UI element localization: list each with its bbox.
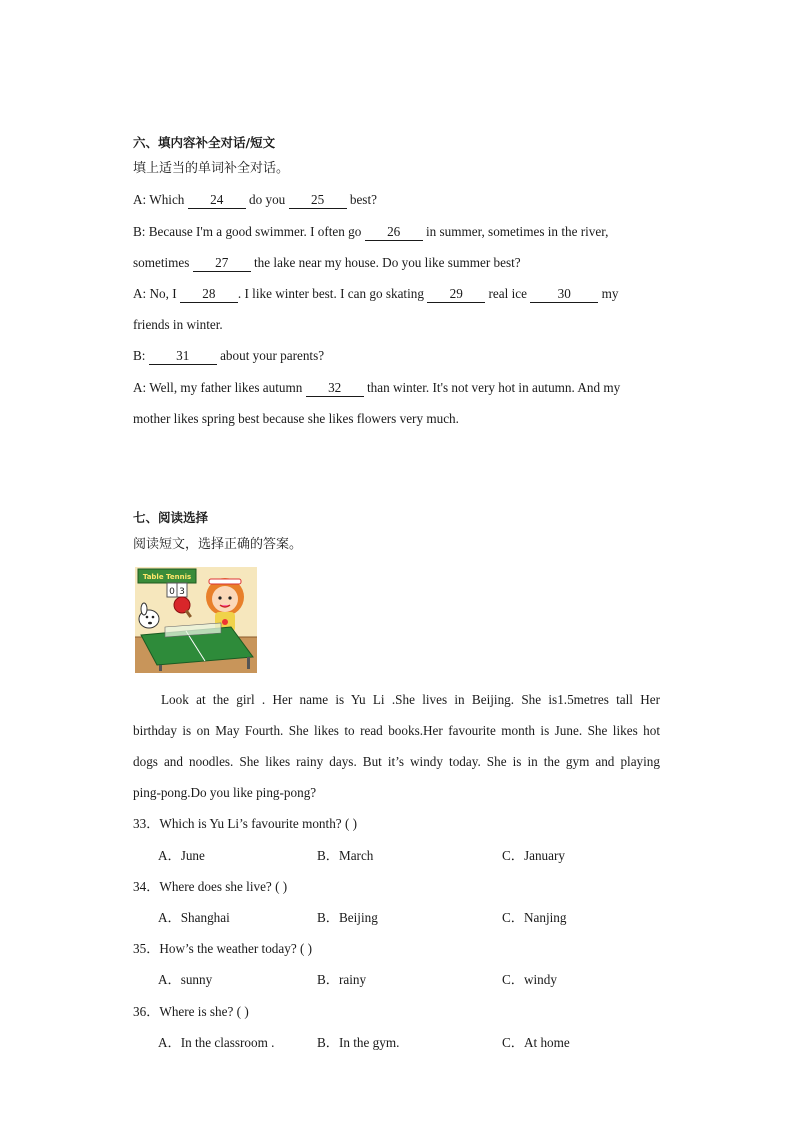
dialogue-line-6: B: 31 about your parents? xyxy=(133,348,325,363)
question-35: 35．How’s the weather today? ( ) xyxy=(133,941,313,956)
question-33: 33．Which is Yu Li’s favourite month? ( ) xyxy=(133,816,358,831)
blank-28[interactable]: 28 xyxy=(180,286,238,303)
option-35-c[interactable]: C．windy xyxy=(502,972,557,987)
option-35-b[interactable]: B．rainy xyxy=(317,972,367,987)
option-33-a[interactable]: A．June xyxy=(158,848,205,863)
dialogue-line-5: friends in winter. xyxy=(133,317,223,332)
passage-line-4: ping-pong.Do you like ping-pong? xyxy=(133,785,317,800)
option-35-a[interactable]: A．sunny xyxy=(158,972,213,987)
dialogue-line-1: A: Which 24 do you 25 best? xyxy=(133,192,377,207)
blank-31[interactable]: 31 xyxy=(149,348,217,365)
dialogue-line-2: B: Because I'm a good swimmer. I often go 26 in summer, sometimes in the river, xyxy=(133,224,609,239)
option-34-b[interactable]: B．Beijing xyxy=(317,910,378,925)
section-7-instruction: 阅读短文，选择正确的答案。 xyxy=(133,537,303,552)
blank-24[interactable]: 24 xyxy=(188,192,246,209)
passage-line-2: birthday is on May Fourth. She likes to read books.Her favourite month is June. She likes hot xyxy=(133,723,660,738)
question-36: 36．Where is she? ( ) xyxy=(133,1004,249,1019)
option-34-a[interactable]: A．Shanghai xyxy=(158,910,230,925)
passage-line-3: dogs and noodles. She likes rainy days. But it’s windy today. She is in the gym and playing xyxy=(133,754,660,769)
blank-27[interactable]: 27 xyxy=(193,255,251,272)
sign-text: Table Tennis xyxy=(142,573,192,581)
girl-playing-ping-pong-illustration xyxy=(135,567,257,673)
dialogue-line-4: A: No, I 28 . I like winter best. I can go skating 29 real ice 30 my xyxy=(133,286,619,301)
option-33-c[interactable]: C．January xyxy=(502,848,565,863)
section-7-heading: 七、阅读选择 xyxy=(133,510,209,525)
option-36-c[interactable]: C．At home xyxy=(502,1035,570,1050)
blank-26[interactable]: 26 xyxy=(365,224,423,241)
score-right: 3 xyxy=(179,587,185,597)
blank-32[interactable]: 32 xyxy=(306,380,364,397)
section-6-instruction: 填上适当的单词补全对话。 xyxy=(133,161,290,176)
question-34: 34．Where does she live? ( ) xyxy=(133,879,288,894)
dialogue-line-7: A: Well, my father likes autumn 32 than winter. It's not very hot in autumn. And my xyxy=(133,380,621,395)
blank-29[interactable]: 29 xyxy=(427,286,485,303)
option-36-a[interactable]: A．In the classroom . xyxy=(158,1035,275,1050)
option-34-c[interactable]: C．Nanjing xyxy=(502,910,567,925)
option-33-b[interactable]: B．March xyxy=(317,848,374,863)
blank-25[interactable]: 25 xyxy=(289,192,347,209)
section-6-heading: 六、填内容补全对话/短文 xyxy=(133,135,276,150)
blank-30[interactable]: 30 xyxy=(530,286,598,303)
score-left: 0 xyxy=(169,587,175,597)
option-36-b[interactable]: B．In the gym. xyxy=(317,1035,400,1050)
passage-line-1: Look at the girl . Her name is Yu Li .She lives in Beijing. She is1.5metres tall Her xyxy=(161,692,660,707)
dialogue-line-3: sometimes 27 the lake near my house. Do you like summer best? xyxy=(133,255,521,270)
dialogue-line-8: mother likes spring best because she likes flowers very much. xyxy=(133,411,459,426)
